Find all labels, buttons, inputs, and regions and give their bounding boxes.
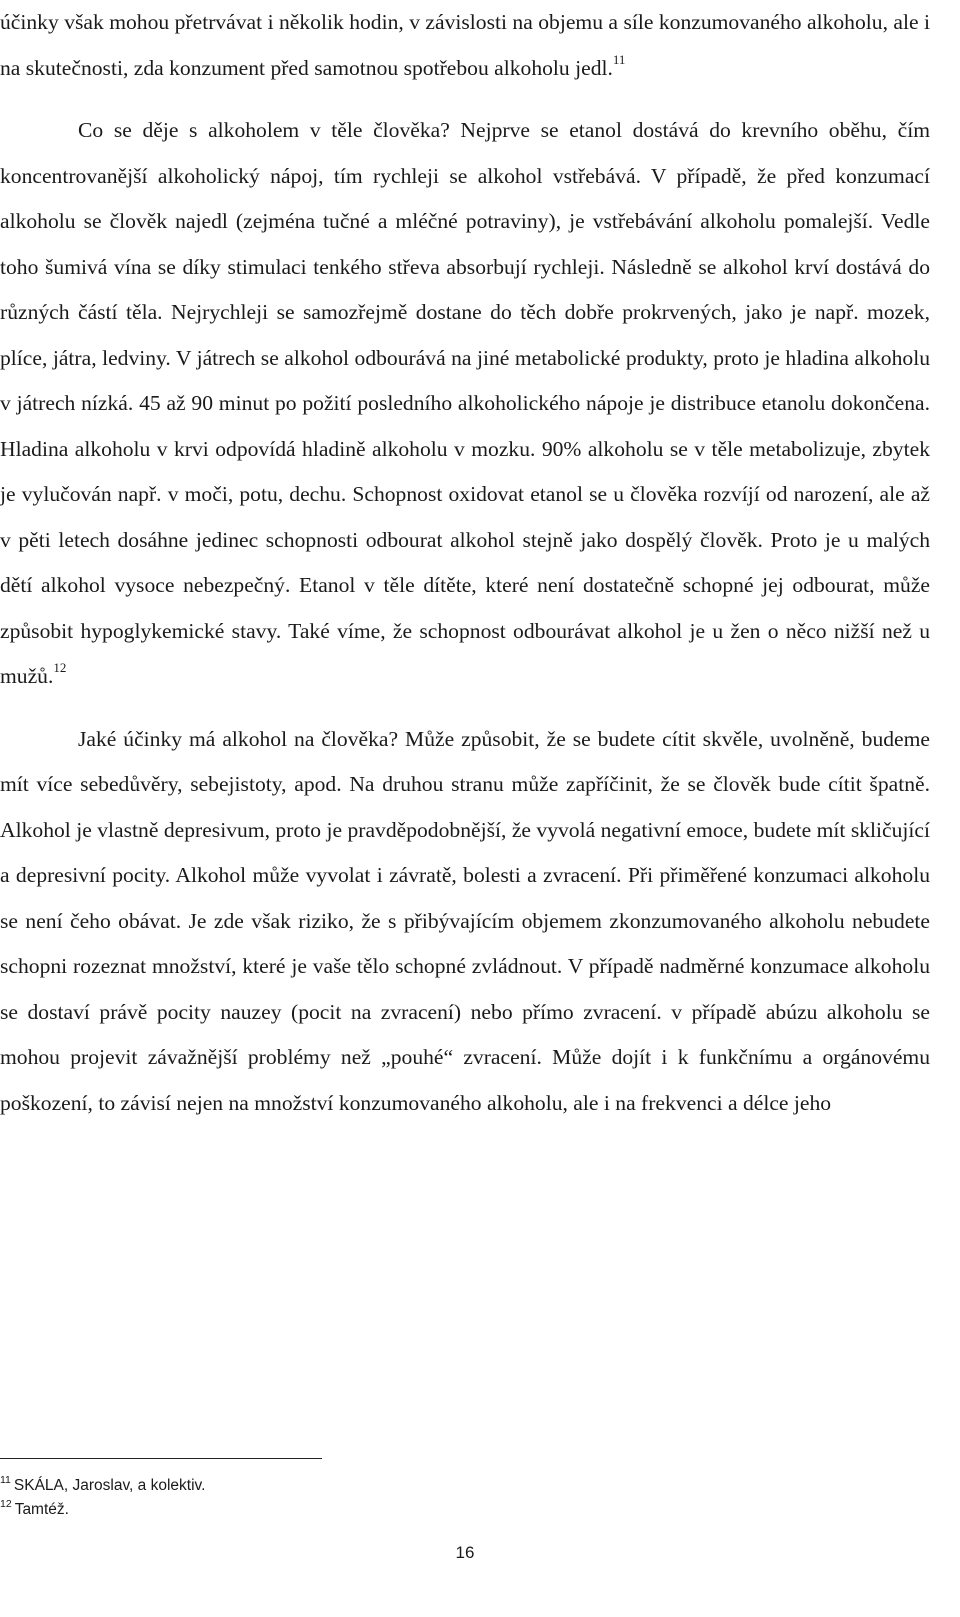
footnote-12-mark: 12 xyxy=(0,1498,12,1510)
footnote-11-text: SKÁLA, Jaroslav, a kolektiv. xyxy=(13,1477,206,1494)
footnotes xyxy=(0,1474,600,1522)
paragraph-1-text: účinky však mohou přetrvávat i několik hodin, v závislosti na objemu a síle konzumovaného alkoholu, ale i na skutečnosti, zda konzument před samotnou spotřebou alkoholu jedl. xyxy=(0,10,930,80)
footnote-separator xyxy=(0,1458,322,1459)
footnote-11-mark: 11 xyxy=(0,1474,11,1486)
paragraph-2-text: Co se děje s alkoholem v těle člověka? Nejprve se etanol dostává do krevního oběhu, čím koncentrovanější alkoholický nápoj, tím rychleji se alkohol vstřebává. V případě, že před konzumací alkoholu se člověk najedl (zejména tučné a mléčné potraviny), je vstřebávání alkoholu pomalejší. Vedle toho šumivá vína se díky stimulaci tenkého střeva absorbují rychleji. Následně se alkohol krví dostává do různých částí těla. Nejrychleji se samozřejmě dostane do těch dobře prokrvených, jako je např. mozek, plíce, játra, ledviny. V játrech se alkohol odbourává na jiné metabolické produkty, proto je hladina alkoholu v játrech nízká. 45 až 90 minut po požití posledního alkoholického nápoje je distribuce etanolu dokončena. Hladina alkoholu v krvi odpovídá hladině alkoholu v mozku. 90% alkoholu se v těle metabolizuje, zbytek je vylučován např. v moči, potu, dechu. Schopnost oxidovat etanol se u člověka rozvíjí od narození, ale až v pěti letech dosáhne jedinec schopnosti odbourat alkohol stejně jako dospělý člověk. Proto je u malých dětí alkohol vysoce nebezpečný. Etanol v těle dítěte, které není dostatečně schopné jej odbourat, může způsobit hypoglykemické stavy. Také víme, že schopnost odbourávat alkohol je u žen o něco nižší než u mužů. xyxy=(0,118,930,688)
paragraph-3-text: Jaké účinky má alkohol na člověka? Může způsobit, že se budete cítit skvěle, uvolněně, budeme mít více sebedůvěry, sebejistoty, apod. Na druhou stranu může zapříčinit, že se člověk bude cítit špatně. Alkohol je vlastně depresivum, proto je pravděpodobnější, že vyvolá negativní emoce, budete mít skličující a depresivní pocity. Alkohol může vyvolat i závratě, bolesti a zvracení. Při přiměřené konzumaci alkoholu se není čeho obávat. Je zde však riziko, že s přibývajícím objemem zkonzumovaného alkoholu nebudete schopni rozeznat množství, které je vaše tělo schopné zvládnout. V případě nadměrné konzumace alkoholu se dostaví právě pocity nauzey (pocit na zvracení) nebo přímo zvracení. v případě abúzu alkoholu se mohou projevit závažnější problémy než „pouhé“ zvracení. Může dojít i k funkčnímu a orgánovému poškození, to závisí nejen na množství konzumovaného alkoholu, ale i na frekvenci a délce jeho xyxy=(0,726,930,1115)
page-number: 16 xyxy=(455,1543,475,1562)
footnote-ref-11: 11 xyxy=(612,51,626,67)
paragraph-3 xyxy=(0,717,930,1127)
footnote-12 xyxy=(0,1498,600,1522)
footnote-ref-12: 12 xyxy=(53,660,67,675)
footnote-11 xyxy=(0,1474,600,1498)
paragraph-1 xyxy=(0,0,930,91)
footnote-12-text: Tamtéž. xyxy=(14,1501,69,1518)
paragraph-2 xyxy=(0,108,930,700)
